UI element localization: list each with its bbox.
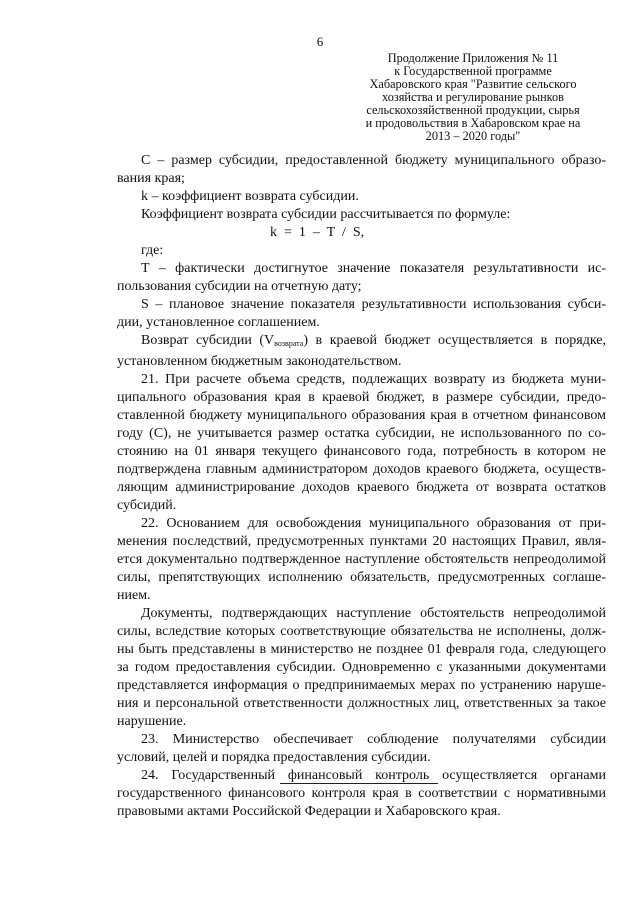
text-line: стоянию на 01 января текущего финансового года, потребность в котором не [117,444,606,459]
text-line: Т – фактически достигнутое значение показателя результативности ис- [141,261,606,276]
paragraph-22 [117,515,606,605]
text-line: пользования субсидии на отчетную дату; [117,279,362,294]
text-line: 22. Основанием для освобождения муниципального образования от при- [141,516,606,531]
document-body [117,152,606,821]
text-line: 24. Государственный финансовый контроль осуществляется органами [141,768,606,783]
documents-paragraph [117,605,606,731]
return-text-start: Возврат субсидии (V [141,333,275,348]
text-line: ставленной бюджету муниципального образования края в отчетном финансовом [117,408,606,423]
text-line [117,332,606,353]
text-line: ляющим администрирование доходов краевого бюджета от возврата остатков [117,480,606,495]
text-line: ны быть представлены в министерство не позднее 01 февраля года, следующего [117,642,606,657]
text-line: 21. При расчете объема средств, подлежащих возврату из бюджета муни- [141,372,606,387]
k-formula-intro: Коэффициент возврата субсидии рассчитывается по формуле: [141,207,511,222]
text-line: менения последствий, предусмотренных пунктами 20 настоящих Правил, явля- [117,534,606,549]
text-line: ется документально подтвержденное наступление обстоятельств непреодолимой [117,552,606,567]
text-line: условий, целей и порядка предоставления субсидии. [117,750,431,765]
return-text-end: ) в краевой бюджет осуществляется в порядке, [303,333,606,348]
paragraph-23 [117,731,606,767]
text-line: нием. [117,588,151,603]
text-line: ципального образования края в краевой бюджет, в размере субсидии, предо- [117,390,606,405]
header-line: сельскохозяйственной продукции, сырья [366,103,580,117]
header-line: к Государственной программе [394,64,552,78]
text-line: S – плановое значение показателя результативности использования субси- [141,297,606,312]
header-line: Хабаровского края "Развитие сельского [369,77,577,91]
page-number: 6 [316,34,324,49]
header-line: хозяйства и регулирование рынков [382,90,564,104]
c-definition [117,152,606,188]
text-line: представляется информация о предпринимаемых мерах по устранению наруше- [117,678,606,693]
text-line: Документы, подтверждающих наступление обстоятельств непреодолимой [141,606,606,621]
text-line: нарушение. [117,714,187,729]
header-line: и продовольствия в Хабаровском крае на [365,116,581,130]
text-line: за годом предоставления субсидии. Одновременно с указанными документами [117,660,606,675]
text-line: силы, вследствие которых соответствующие обязательства не исполнены, долж- [117,624,606,639]
text-line: государственного финансового контроля края в соответствии с нормативными [117,786,606,801]
s-definition [117,296,606,332]
text-line: дии, установленное соглашением. [117,315,320,330]
text-line: вания края; [117,171,185,186]
text-line: установленном бюджетным законодательством. [117,354,402,369]
formula: k = 1 – T / S, [270,225,365,240]
k-definition: k – коэффициент возврата субсидии. [141,189,359,204]
text-line: подтверждена главным администратором доходов краевого бюджета, осуществ- [117,462,606,477]
text-line: правовыми актами Российской Федерации и Хабаровского края. [117,804,501,819]
paragraph-24 [117,767,606,821]
t-definition [117,260,606,296]
text-line: году (С), не учитывается размер остатка субсидии, не использованного по со- [117,426,606,441]
return-paragraph [117,332,606,371]
header-line: 2013 – 2020 годы" [425,129,521,143]
header-line: Продолжение Приложения № 11 [387,51,559,65]
appendix-header [330,52,616,143]
end-divider [280,783,438,784]
text-line: 23. Министерство обеспечивает соблюдение получателями субсидии [141,732,606,747]
text-line: ния и персональной ответственности должностных лиц, ответственных за такое [117,696,606,711]
return-subscript: возврата [274,339,304,348]
where-label: где: [141,243,164,258]
text-line: силы, препятствующих исполнению обязательств, предусмотренных соглаше- [117,570,606,585]
paragraph-21 [117,371,606,515]
text-line: С – размер субсидии, предоставленной бюджету муниципального образо- [141,153,606,168]
text-line: субсидий. [117,498,177,513]
